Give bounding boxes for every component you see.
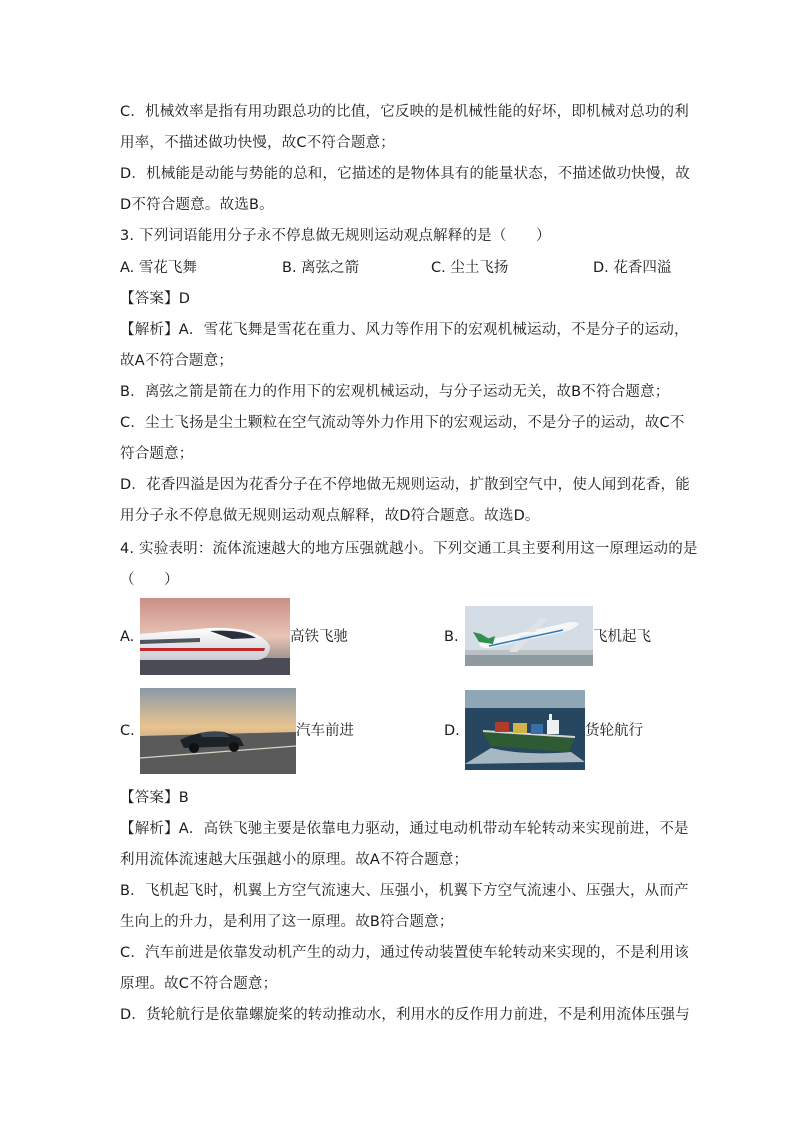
high-speed-train-image	[140, 598, 290, 675]
q4-analysis-line: 利用流体流速越大压强越小的原理。故A不符合题意；	[120, 852, 469, 868]
q3-option-d: D. 花香四溢	[593, 260, 672, 276]
paragraph-line: 用率，不描述做功快慢，故C不符合题意；	[120, 135, 395, 151]
q3-analysis-line: 用分子永不停息做无规则运动观点解释，故D符合题意。故选D。	[120, 508, 540, 524]
q3-analysis-line: D．花香四溢是因为花香分子在不停地做无规则运动，扩散到空气中，使人闻到花香，能	[120, 477, 690, 493]
question-4-stem-blank: （ ）	[120, 572, 179, 588]
q4-option-c-letter: C.	[120, 723, 135, 739]
q4-analysis-line: C．汽车前进是依靠发动机产生的动力，通过传动装置使车轮转动来实现的，不是利用该	[120, 945, 689, 961]
q4-option-a-letter: A.	[120, 629, 135, 645]
q4-option-c-caption: 汽车前进	[296, 723, 354, 739]
q3-option-b: B. 离弦之箭	[282, 260, 360, 276]
q4-analysis-line: 【解析】A．高铁飞驰主要是依靠电力驱动，通过电动机带动车轮转动来实现前进，不是	[120, 821, 689, 837]
q4-option-a-caption: 高铁飞驰	[290, 629, 348, 645]
q3-answer: 【答案】D	[120, 291, 191, 307]
q3-option-a: A. 雪花飞舞	[120, 260, 197, 276]
paragraph-line: C．机械效率是指有用功跟总功的比值，它反映的是机械性能的好坏，即机械对总功的利	[120, 104, 689, 120]
airplane-takeoff-image	[465, 606, 593, 666]
question-4-stem: 4. 实验表明：流体流速越大的地方压强就越小。下列交通工具主要利用这一原理运动的是	[120, 541, 698, 557]
q4-analysis-line: 原理。故C不符合题意；	[120, 976, 278, 992]
car-driving-image	[140, 688, 296, 774]
q4-analysis-line: B．飞机起飞时，机翼上方空气流速大、压强小，机翼下方空气流速小、压强大，从而产	[120, 883, 689, 899]
q4-option-b-caption: 飞机起飞	[593, 629, 651, 645]
q3-analysis-line: C．尘土飞扬是尘土颗粒在空气流动等外力作用下的宏观运动，不是分子的运动，故C不	[120, 415, 685, 431]
q4-option-b-letter: B.	[444, 629, 459, 645]
q4-analysis-line: 生向上的升力，是利用了这一原理。故B符合题意；	[120, 914, 454, 930]
q4-answer: 【答案】B	[120, 790, 189, 806]
paragraph-line: D．机械能是动能与势能的总和，它描述的是物体具有的能量状态，不描述做功快慢，故	[120, 166, 690, 182]
q3-analysis-line: 【解析】A．雪花飞舞是雪花在重力、风力等作用下的宏观机械运动，不是分子的运动，	[120, 322, 689, 338]
paragraph-line: D不符合题意。故选B。	[120, 197, 274, 213]
cargo-ship-image	[465, 690, 585, 770]
q3-option-c: C. 尘土飞扬	[431, 260, 509, 276]
question-3-stem: 3. 下列词语能用分子永不停息做无规则运动观点解释的是（ ）	[120, 228, 551, 244]
q3-analysis-line: B．离弦之箭是箭在力的作用下的宏观机械运动，与分子运动无关，故B不符合题意；	[120, 384, 670, 400]
q4-option-d-letter: D.	[444, 723, 460, 739]
q4-option-d-caption: 货轮航行	[585, 723, 643, 739]
q3-analysis-line: 故A不符合题意；	[120, 353, 234, 369]
q4-analysis-line: D．货轮航行是依靠螺旋桨的转动推动水，利用水的反作用力前进，不是利用流体压强与	[120, 1007, 690, 1023]
q3-analysis-line: 符合题意；	[120, 446, 194, 462]
